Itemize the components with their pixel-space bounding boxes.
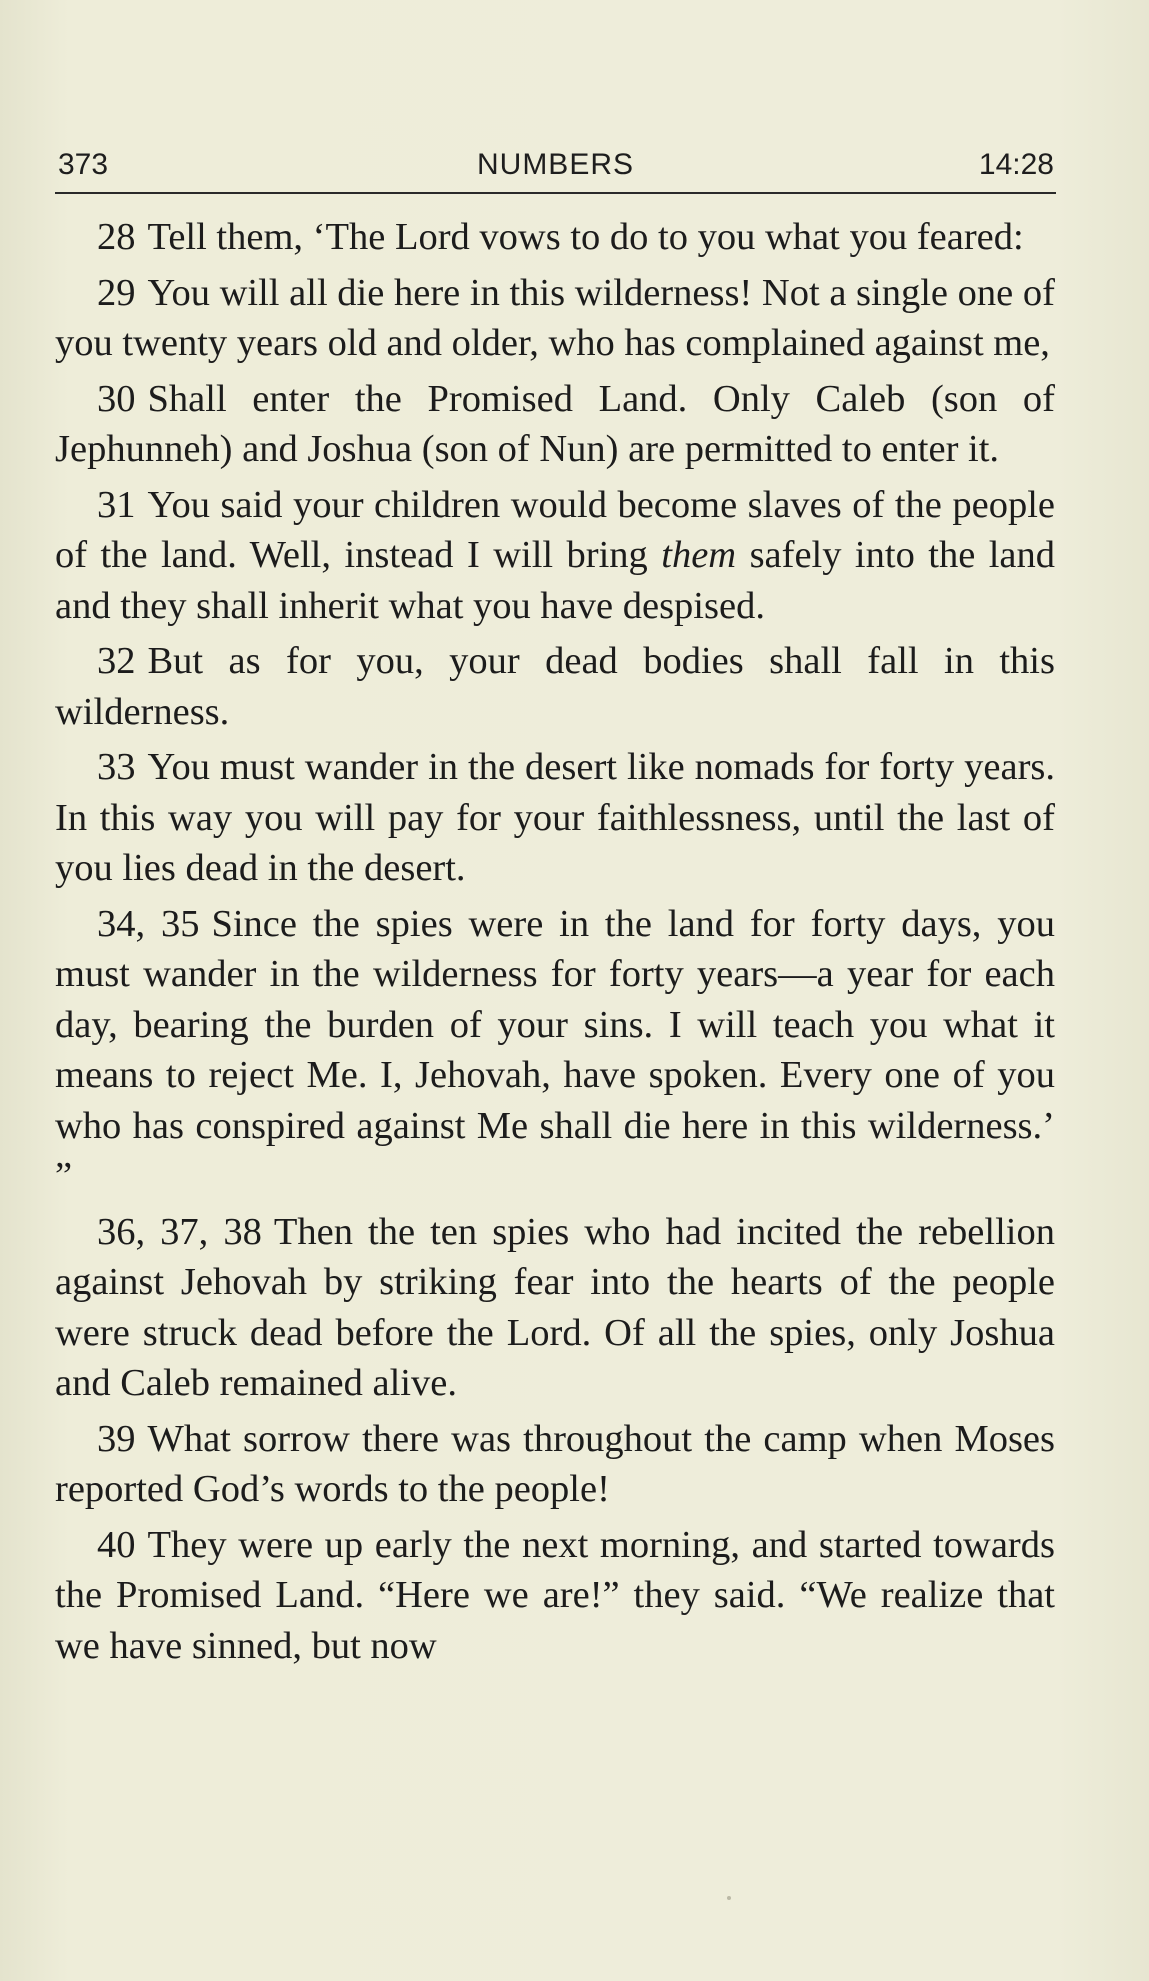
verse-text: What sorrow there was throughout the camp when Moses reported God’s words to the people! xyxy=(55,1417,1055,1510)
verse-text: They were up early the next morning, and started towards the Promised Land. “Here we are!” they said. “We realize that we have sinned, but now xyxy=(55,1523,1055,1667)
verse-36-38 xyxy=(55,1207,1055,1409)
chapter-verse-reference: 14:28 xyxy=(978,148,1054,181)
verse-emphasis: them xyxy=(661,534,737,576)
verse-32 xyxy=(55,636,1055,737)
verse-number: 40 xyxy=(97,1523,136,1566)
verse-29 xyxy=(55,268,1055,369)
verse-text: Shall enter the Promised Land. Only Caleb (son of Jephunneh) and Joshua (son of Nun) are permitted to enter it. xyxy=(55,377,1055,470)
verse-text: You will all die here in this wilderness! Not a single one of you twenty years old and older, who has complained against me, xyxy=(55,271,1055,364)
page-number: 373 xyxy=(58,148,109,181)
verse-text: You said your children would become slaves of the people of the land. Well, instead I will bring xyxy=(55,483,1055,576)
verse-number: 34, 35 xyxy=(97,902,200,945)
verse-31 xyxy=(55,480,1055,632)
book-title: NUMBERS xyxy=(476,148,634,181)
verse-33 xyxy=(55,742,1055,894)
verse-text: Then the ten spies who had incited the rebellion against Jehovah by striking fear into the hearts of the people were struck dead before the Lord. Of all the spies, only Joshua and Caleb remained alive. xyxy=(55,1210,1055,1404)
verse-number: 30 xyxy=(97,377,136,420)
verse-28 xyxy=(55,212,1055,263)
verse-40 xyxy=(55,1520,1055,1672)
verse-number: 32 xyxy=(97,640,136,682)
scripture-text xyxy=(55,212,1055,1676)
verse-number: 29 xyxy=(97,271,136,314)
verse-number: 33 xyxy=(97,746,136,788)
verse-number: 39 xyxy=(97,1417,136,1460)
running-header xyxy=(55,142,1056,194)
verse-text: But as for you, your dead bodies shall fall in this wilderness. xyxy=(55,640,1055,733)
verse-text: Tell them, ‘The Lord vows to do to you what you feared: xyxy=(147,216,1024,258)
verse-text: You must wander in the desert like nomads for forty years. In this way you will pay for your faithlessness, until the last of you lies dead in the desert. xyxy=(55,746,1055,889)
verse-number: 28 xyxy=(97,216,136,258)
paper-speck xyxy=(727,1896,731,1900)
verse-39 xyxy=(55,1414,1055,1515)
verse-number: 31 xyxy=(97,483,136,526)
verse-34-35 xyxy=(55,899,1055,1202)
verse-30 xyxy=(55,374,1055,475)
verse-number: 36, 37, 38 xyxy=(97,1210,262,1253)
verse-text: Since the spies were in the land for forty days, you must wander in the wilderness for forty years—a year for each day, bearing the burden of your sins. I will teach you what it means to reject Me. I, Jehovah, have spoken. Every one of you who has conspired against Me shall die here in this wilderness.’ ” xyxy=(55,902,1056,1197)
verse-text-continued: safely into the land and they shall inherit what you have despised. xyxy=(55,534,1056,627)
